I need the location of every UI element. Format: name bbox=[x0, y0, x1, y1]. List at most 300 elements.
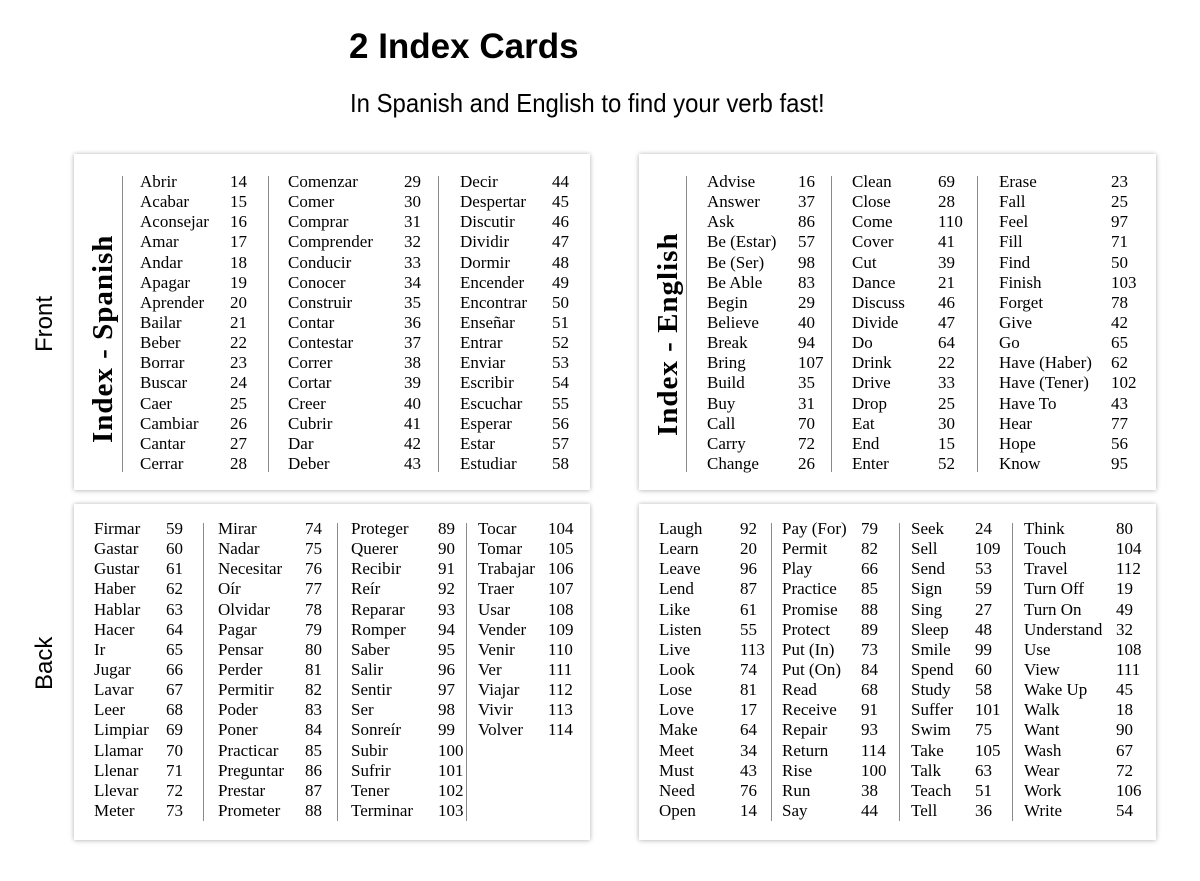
verb-name: Want bbox=[1024, 720, 1060, 740]
verb-name: End bbox=[852, 433, 880, 453]
page-number: 94 bbox=[438, 619, 455, 639]
page-number: 52 bbox=[938, 453, 955, 473]
verb-name: Return bbox=[782, 740, 829, 760]
verb-name: Conocer bbox=[288, 272, 346, 292]
verb-name: Vivir bbox=[478, 700, 513, 720]
page-number: 24 bbox=[975, 519, 992, 538]
verb-name: Nadar bbox=[218, 539, 260, 559]
verb-name: Enseñar bbox=[460, 312, 515, 332]
verb-name: Despertar bbox=[460, 192, 527, 212]
page-number: 81 bbox=[305, 659, 322, 679]
page-number: 86 bbox=[305, 760, 322, 780]
verb-name: Aprender bbox=[140, 292, 205, 312]
verb-name: Sing bbox=[911, 599, 943, 619]
page-number: 65 bbox=[1111, 333, 1128, 353]
card-front-spanish bbox=[74, 154, 590, 490]
verb-name: Protect bbox=[782, 619, 831, 639]
page-number: 29 bbox=[404, 172, 421, 191]
verb-name: Smile bbox=[911, 639, 951, 659]
verb-name: Must bbox=[659, 760, 694, 780]
page-number: 76 bbox=[740, 780, 757, 800]
verb-name: Sentir bbox=[351, 680, 392, 700]
page-number: 85 bbox=[305, 740, 322, 760]
verb-name: Practicar bbox=[218, 740, 279, 760]
verb-name: Feel bbox=[999, 212, 1029, 232]
verb-name: Vender bbox=[478, 619, 527, 639]
page-number: 43 bbox=[740, 760, 757, 780]
verb-name: Lend bbox=[659, 579, 694, 599]
verb-name: Play bbox=[782, 559, 813, 579]
verb-name: Subir bbox=[351, 740, 388, 760]
page-number: 16 bbox=[230, 212, 247, 232]
verb-name: Find bbox=[999, 252, 1031, 272]
page-number: 42 bbox=[404, 433, 421, 453]
page-number: 24 bbox=[230, 373, 247, 393]
page-number: 66 bbox=[861, 559, 878, 579]
page-number: 47 bbox=[938, 312, 955, 332]
page-number: 104 bbox=[548, 519, 574, 538]
page-number: 50 bbox=[552, 292, 569, 312]
page-number: 101 bbox=[438, 760, 464, 780]
verb-name: Use bbox=[1024, 639, 1051, 659]
verb-name: Poner bbox=[218, 720, 258, 740]
column-divider bbox=[466, 523, 467, 821]
verb-name: Gustar bbox=[94, 559, 140, 579]
verb-name: Sell bbox=[911, 539, 938, 559]
page-number: 60 bbox=[166, 539, 183, 559]
verb-name: Tocar bbox=[478, 519, 517, 538]
verb-name: Estudiar bbox=[460, 453, 517, 473]
verb-name: Comer bbox=[288, 192, 335, 212]
verb-name: Swim bbox=[911, 720, 951, 740]
page-number: 99 bbox=[438, 720, 455, 740]
verb-name: Turn On bbox=[1024, 599, 1082, 619]
page-number: 43 bbox=[404, 453, 421, 473]
page-number: 106 bbox=[548, 559, 574, 579]
page-number: 27 bbox=[975, 599, 992, 619]
verb-name: Clean bbox=[852, 172, 892, 191]
page-number: 62 bbox=[166, 579, 183, 599]
page-number: 55 bbox=[552, 393, 569, 413]
page-number: 78 bbox=[1111, 292, 1128, 312]
page-number: 37 bbox=[798, 192, 815, 212]
verb-name: Build bbox=[707, 373, 745, 393]
verb-name: Sign bbox=[911, 579, 943, 599]
page-number: 44 bbox=[552, 172, 569, 191]
verb-name: Romper bbox=[351, 619, 406, 639]
verb-name: Escribir bbox=[460, 373, 514, 393]
page-number: 107 bbox=[798, 353, 824, 373]
verb-name: Learn bbox=[659, 539, 699, 559]
verb-name: Construir bbox=[288, 292, 353, 312]
verb-name: Leave bbox=[659, 559, 701, 579]
verb-name: Spend bbox=[911, 659, 954, 679]
page-number: 108 bbox=[548, 599, 574, 619]
verb-name: Comprar bbox=[288, 212, 349, 232]
front-label: Front bbox=[31, 295, 58, 352]
verb-name: Walk bbox=[1024, 700, 1060, 720]
verb-name: Have To bbox=[999, 393, 1057, 413]
verb-name: Borrar bbox=[140, 353, 185, 373]
column-divider bbox=[203, 523, 204, 821]
page-number: 26 bbox=[798, 453, 815, 473]
verb-name: Laugh bbox=[659, 519, 703, 538]
page-number: 113 bbox=[548, 700, 573, 720]
page-number: 89 bbox=[438, 519, 455, 538]
page-number: 93 bbox=[861, 720, 878, 740]
verb-name: Love bbox=[659, 700, 694, 720]
verb-name: Ver bbox=[478, 659, 502, 679]
page-number: 54 bbox=[1116, 800, 1133, 820]
verb-name: Limpiar bbox=[94, 720, 149, 740]
page-number: 86 bbox=[798, 212, 815, 232]
verb-name: Perder bbox=[218, 659, 263, 679]
page-number: 64 bbox=[740, 720, 757, 740]
column-divider bbox=[831, 176, 832, 472]
verb-name: Do bbox=[852, 333, 873, 353]
page-number: 70 bbox=[798, 413, 815, 433]
verb-name: Take bbox=[911, 740, 944, 760]
page-number: 44 bbox=[861, 800, 878, 820]
page-number: 37 bbox=[404, 333, 421, 353]
page-number: 16 bbox=[798, 172, 815, 191]
verb-name: Jugar bbox=[94, 659, 131, 679]
verb-name: Rise bbox=[782, 760, 813, 780]
page-number: 67 bbox=[166, 680, 183, 700]
verb-name: Put (On) bbox=[782, 659, 842, 679]
page-number: 74 bbox=[305, 519, 322, 538]
page-number: 87 bbox=[740, 579, 757, 599]
page-number: 54 bbox=[552, 373, 569, 393]
verb-name: Encender bbox=[460, 272, 525, 292]
verb-name: Escuchar bbox=[460, 393, 523, 413]
page-number: 80 bbox=[305, 639, 322, 659]
verb-name: Wear bbox=[1024, 760, 1060, 780]
verb-name: Hablar bbox=[94, 599, 141, 619]
page-number: 95 bbox=[1111, 453, 1128, 473]
verb-name: Break bbox=[707, 333, 748, 353]
verb-name: Need bbox=[659, 780, 695, 800]
verb-name: Change bbox=[707, 453, 759, 473]
page-number: 32 bbox=[404, 232, 421, 252]
verb-name: Understand bbox=[1024, 619, 1103, 639]
page-number: 15 bbox=[230, 192, 247, 212]
page-number: 92 bbox=[438, 579, 455, 599]
page-number: 40 bbox=[404, 393, 421, 413]
column-divider bbox=[337, 523, 338, 821]
back-label: Back bbox=[31, 636, 58, 690]
verb-name: Cut bbox=[852, 252, 877, 272]
page-number: 90 bbox=[438, 539, 455, 559]
verb-name: Volver bbox=[478, 720, 524, 740]
page-number: 114 bbox=[861, 740, 886, 760]
page-number: 36 bbox=[975, 800, 992, 820]
verb-name: Andar bbox=[140, 252, 183, 272]
verb-name: Drop bbox=[852, 393, 887, 413]
verb-name: Necesitar bbox=[218, 559, 283, 579]
card-heading: Index - Spanish bbox=[87, 234, 119, 443]
verb-name: Say bbox=[782, 800, 808, 820]
page-number: 64 bbox=[938, 333, 955, 353]
verb-name: Hope bbox=[999, 433, 1036, 453]
verb-name: Ir bbox=[94, 639, 106, 659]
verb-name: Llamar bbox=[94, 740, 144, 760]
page-number: 98 bbox=[438, 700, 455, 720]
verb-name: Tener bbox=[351, 780, 390, 800]
page-number: 105 bbox=[548, 539, 574, 559]
column-divider bbox=[686, 176, 687, 472]
page-number: 33 bbox=[938, 373, 955, 393]
verb-name: Entrar bbox=[460, 333, 503, 353]
verb-name: Read bbox=[782, 680, 817, 700]
verb-name: Oír bbox=[218, 579, 241, 599]
verb-name: Go bbox=[999, 333, 1020, 353]
page-number: 45 bbox=[1116, 680, 1133, 700]
page-number: 68 bbox=[861, 680, 878, 700]
page-number: 43 bbox=[1111, 393, 1128, 413]
page-number: 25 bbox=[938, 393, 955, 413]
verb-name: Traer bbox=[478, 579, 515, 599]
verb-name: Ser bbox=[351, 700, 374, 720]
page-number: 69 bbox=[166, 720, 183, 740]
verb-name: Listen bbox=[659, 619, 702, 639]
page-number: 76 bbox=[305, 559, 322, 579]
page-number: 35 bbox=[798, 373, 815, 393]
verb-name: Talk bbox=[911, 760, 941, 780]
verb-name: Creer bbox=[288, 393, 326, 413]
page-number: 23 bbox=[1111, 172, 1128, 191]
page-number: 41 bbox=[404, 413, 421, 433]
verb-name: Begin bbox=[707, 292, 748, 312]
page-number: 82 bbox=[861, 539, 878, 559]
page-number: 112 bbox=[548, 680, 573, 700]
verb-name: Pagar bbox=[218, 619, 257, 639]
verb-name: Make bbox=[659, 720, 698, 740]
page-number: 88 bbox=[861, 599, 878, 619]
page-number: 63 bbox=[166, 599, 183, 619]
page-number: 29 bbox=[798, 292, 815, 312]
page-number: 50 bbox=[1111, 252, 1128, 272]
page-number: 83 bbox=[798, 272, 815, 292]
page-number: 98 bbox=[798, 252, 815, 272]
verb-name: Beber bbox=[140, 333, 181, 353]
verb-name: Hear bbox=[999, 413, 1033, 433]
verb-name: Lose bbox=[659, 680, 693, 700]
column-divider bbox=[268, 176, 269, 472]
verb-name: Trabajar bbox=[478, 559, 535, 579]
verb-name: Sufrir bbox=[351, 760, 391, 780]
page-number: 32 bbox=[1116, 619, 1133, 639]
verb-name: Cerrar bbox=[140, 453, 184, 473]
page-number: 65 bbox=[166, 639, 183, 659]
verb-name: Run bbox=[782, 780, 811, 800]
page-number: 20 bbox=[230, 292, 247, 312]
verb-name: Carry bbox=[707, 433, 746, 453]
page-number: 57 bbox=[798, 232, 815, 252]
verb-name: Write bbox=[1024, 800, 1063, 820]
page-number: 66 bbox=[166, 659, 183, 679]
page-number: 25 bbox=[1111, 192, 1128, 212]
page-number: 68 bbox=[166, 700, 183, 720]
page-number: 114 bbox=[548, 720, 573, 740]
page-number: 67 bbox=[1116, 740, 1133, 760]
verb-name: Be (Ser) bbox=[707, 252, 765, 272]
page-number: 17 bbox=[740, 700, 757, 720]
page-number: 31 bbox=[798, 393, 815, 413]
verb-name: Come bbox=[852, 212, 893, 232]
page-number: 101 bbox=[975, 700, 1001, 720]
verb-name: Esperar bbox=[460, 413, 512, 433]
verb-name: Suffer bbox=[911, 700, 954, 720]
verb-name: Contar bbox=[288, 312, 335, 332]
page-number: 82 bbox=[305, 680, 322, 700]
page-number: 28 bbox=[230, 453, 247, 473]
page-number: 52 bbox=[552, 333, 569, 353]
column-divider bbox=[122, 176, 123, 472]
page-number: 53 bbox=[552, 353, 569, 373]
page-number: 15 bbox=[938, 433, 955, 453]
page-number: 99 bbox=[975, 639, 992, 659]
page-number: 26 bbox=[230, 413, 247, 433]
verb-name: Cambiar bbox=[140, 413, 199, 433]
page-number: 100 bbox=[861, 760, 887, 780]
page-number: 100 bbox=[438, 740, 464, 760]
page-number: 58 bbox=[975, 680, 992, 700]
page-number: 84 bbox=[861, 659, 878, 679]
verb-name: Tell bbox=[911, 800, 938, 820]
page-number: 109 bbox=[548, 619, 574, 639]
page-number: 77 bbox=[1111, 413, 1128, 433]
page-number: 72 bbox=[798, 433, 815, 453]
verb-name: Poder bbox=[218, 700, 258, 720]
verb-name: Prestar bbox=[218, 780, 266, 800]
page-number: 110 bbox=[548, 639, 573, 659]
verb-name: Know bbox=[999, 453, 1041, 473]
page-number: 46 bbox=[552, 212, 569, 232]
verb-name: Estar bbox=[460, 433, 495, 453]
verb-name: Receive bbox=[782, 700, 837, 720]
page-number: 84 bbox=[305, 720, 322, 740]
page-number: 96 bbox=[438, 659, 455, 679]
verb-name: Discuss bbox=[852, 292, 905, 312]
page-number: 79 bbox=[861, 519, 878, 538]
verb-name: Deber bbox=[288, 453, 330, 473]
page-number: 17 bbox=[230, 232, 247, 252]
page-number: 34 bbox=[740, 740, 757, 760]
page-number: 51 bbox=[975, 780, 992, 800]
page-number: 103 bbox=[438, 800, 464, 820]
page-number: 92 bbox=[740, 519, 757, 538]
page-number: 108 bbox=[1116, 639, 1142, 659]
page-number: 49 bbox=[552, 272, 569, 292]
verb-name: Firmar bbox=[94, 519, 141, 538]
verb-name: Viajar bbox=[478, 680, 520, 700]
page-number: 38 bbox=[861, 780, 878, 800]
verb-name: Conducir bbox=[288, 252, 352, 272]
verb-name: Llevar bbox=[94, 780, 139, 800]
page-number: 106 bbox=[1116, 780, 1142, 800]
page-number: 56 bbox=[552, 413, 569, 433]
page-number: 110 bbox=[938, 212, 963, 232]
page-number: 55 bbox=[740, 619, 757, 639]
verb-name: Believe bbox=[707, 312, 759, 332]
verb-name: Usar bbox=[478, 599, 511, 619]
verb-name: Dormir bbox=[460, 252, 511, 272]
verb-name: Dividir bbox=[460, 232, 510, 252]
page-number: 62 bbox=[1111, 353, 1128, 373]
page-number: 89 bbox=[861, 619, 878, 639]
page-number: 22 bbox=[230, 333, 247, 353]
column-divider bbox=[977, 176, 978, 472]
page-number: 48 bbox=[552, 252, 569, 272]
page-number: 51 bbox=[552, 312, 569, 332]
verb-name: Terminar bbox=[351, 800, 414, 820]
verb-name: Olvidar bbox=[218, 599, 270, 619]
page-number: 59 bbox=[975, 579, 992, 599]
verb-name: Permitir bbox=[218, 680, 274, 700]
verb-name: Buy bbox=[707, 393, 736, 413]
page-number: 111 bbox=[1116, 659, 1141, 679]
page-number: 112 bbox=[1116, 559, 1141, 579]
verb-name: Pensar bbox=[218, 639, 264, 659]
page-number: 61 bbox=[166, 559, 183, 579]
page-number: 60 bbox=[975, 659, 992, 679]
column-divider bbox=[771, 523, 772, 821]
verb-name: Meet bbox=[659, 740, 694, 760]
card-back-spanish bbox=[74, 504, 590, 840]
page-number: 56 bbox=[1111, 433, 1128, 453]
page-number: 41 bbox=[938, 232, 955, 252]
verb-name: Cover bbox=[852, 232, 894, 252]
verb-name: Practice bbox=[782, 579, 837, 599]
verb-name: Put (In) bbox=[782, 639, 835, 659]
page-number: 96 bbox=[740, 559, 757, 579]
page-number: 49 bbox=[1116, 599, 1133, 619]
page-number: 31 bbox=[404, 212, 421, 232]
verb-name: Reparar bbox=[351, 599, 405, 619]
verb-name: Mirar bbox=[218, 519, 257, 538]
verb-name: Sonreír bbox=[351, 720, 402, 740]
verb-name: Drink bbox=[852, 353, 892, 373]
page-number: 95 bbox=[438, 639, 455, 659]
verb-name: Send bbox=[911, 559, 945, 579]
verb-name: Sleep bbox=[911, 619, 949, 639]
page-number: 113 bbox=[740, 639, 765, 659]
verb-name: Eat bbox=[852, 413, 875, 433]
verb-name: Look bbox=[659, 659, 695, 679]
page-number: 102 bbox=[438, 780, 464, 800]
page-number: 97 bbox=[438, 680, 455, 700]
verb-name: Cubrir bbox=[288, 413, 333, 433]
verb-name: Promise bbox=[782, 599, 838, 619]
page-subtitle: In Spanish and English to find your verb fast! bbox=[350, 88, 825, 118]
verb-name: Cantar bbox=[140, 433, 186, 453]
page-number: 97 bbox=[1111, 212, 1128, 232]
page-number: 88 bbox=[305, 800, 322, 820]
page-number: 93 bbox=[438, 599, 455, 619]
verb-name: Recibir bbox=[351, 559, 402, 579]
verb-name: Decir bbox=[460, 172, 498, 191]
page-number: 83 bbox=[305, 700, 322, 720]
verb-name: Bailar bbox=[140, 312, 182, 332]
card-front-english bbox=[639, 154, 1156, 490]
page-number: 103 bbox=[1111, 272, 1137, 292]
page-number: 73 bbox=[166, 800, 183, 820]
page-number: 79 bbox=[305, 619, 322, 639]
verb-name: Give bbox=[999, 312, 1033, 332]
page-number: 18 bbox=[230, 252, 247, 272]
page-number: 38 bbox=[404, 353, 421, 373]
